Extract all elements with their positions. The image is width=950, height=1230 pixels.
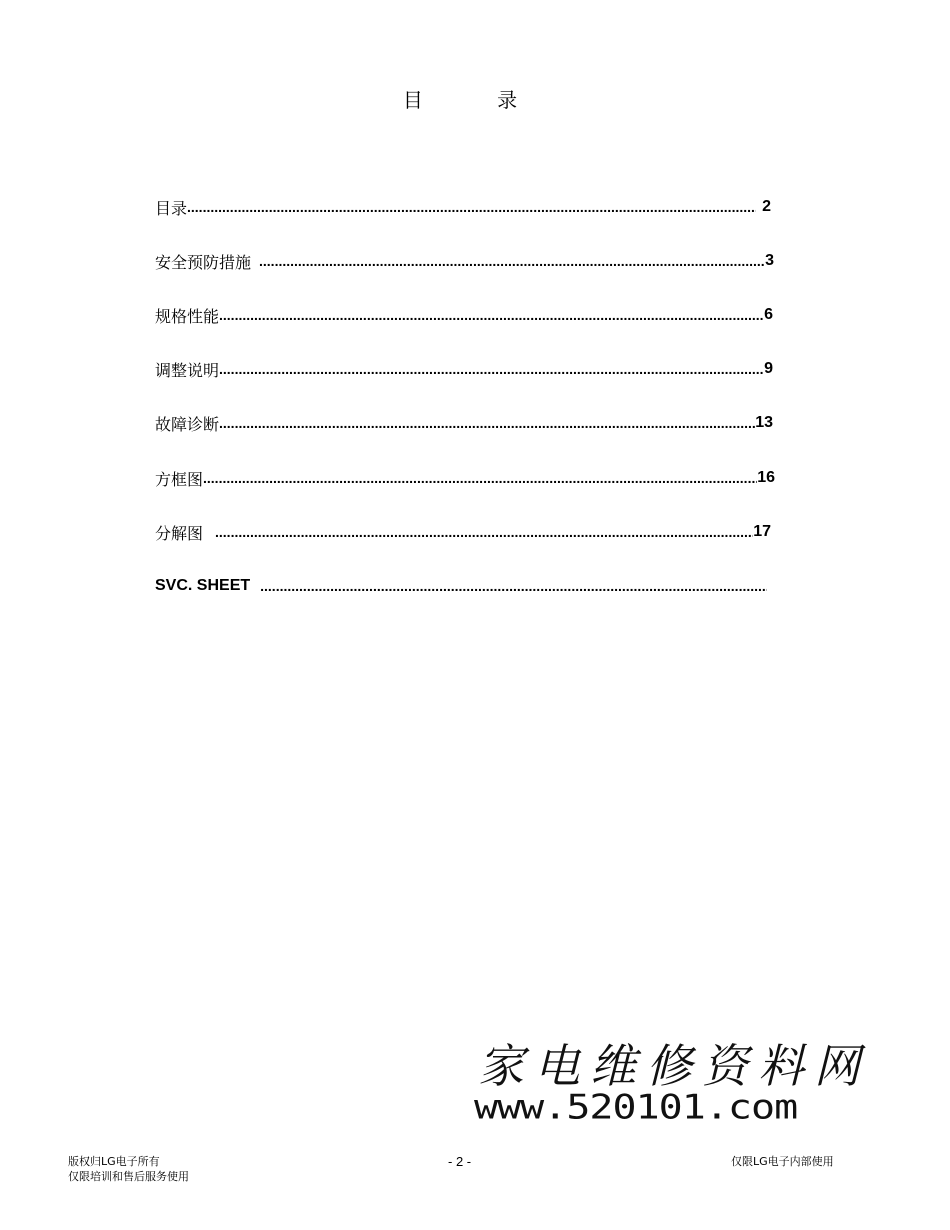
- toc-entry[interactable]: [155, 466, 775, 490]
- footer-copyright-line: 版权归LG电子所有: [68, 1155, 160, 1168]
- toc-entry[interactable]: [155, 357, 773, 381]
- toc-entry-page: 2: [762, 198, 771, 215]
- page-footer: [0, 1154, 950, 1194]
- toc-leader-dots: [219, 414, 755, 432]
- toc-entry[interactable]: [155, 574, 767, 598]
- toc-entry-label: 规格性能: [155, 306, 220, 326]
- toc-entry-label: 方框图: [155, 469, 204, 489]
- toc-entry-page: 13: [755, 414, 773, 431]
- toc-entry-label: 分解图: [155, 523, 204, 543]
- toc-entry[interactable]: [155, 520, 771, 544]
- footer-internal-use: 仅限LG电子内部使用: [731, 1155, 834, 1168]
- toc-leader-dots: [219, 360, 764, 378]
- toc-entry-page: 6: [764, 306, 773, 323]
- toc-entry-label: 目录: [155, 198, 188, 218]
- toc-entry-page: 9: [764, 360, 773, 377]
- footer-copyright: [68, 1154, 189, 1184]
- toc-entry[interactable]: [155, 195, 771, 219]
- toc-leader-dots: [260, 577, 767, 595]
- toc-entry-label: 调整说明: [155, 360, 220, 380]
- toc-entry-page: 17: [753, 523, 771, 540]
- footer-usage-line: 仅限培训和售后服务使用: [68, 1170, 189, 1183]
- toc-entry-page: 16: [757, 469, 775, 486]
- toc-entry[interactable]: [155, 303, 773, 327]
- page-title: 目 录: [402, 88, 552, 112]
- toc-leader-dots: [219, 306, 764, 324]
- toc-leader-dots: [215, 523, 753, 541]
- toc-entry-label: 故障诊断: [155, 414, 220, 434]
- toc-entry[interactable]: [155, 249, 774, 273]
- watermark-chinese-text: 家电维修资料网: [478, 1039, 870, 1093]
- watermark-url: www.520101.com: [474, 1088, 798, 1128]
- toc-leader-dots: [187, 198, 756, 216]
- toc-leader-dots: [203, 469, 757, 487]
- toc-entry-label: SVC. SHEET: [155, 577, 251, 594]
- toc-entry-page: 3: [765, 252, 774, 269]
- page-number: - 2 -: [448, 1154, 472, 1169]
- toc-entry-label: 安全预防措施: [155, 252, 252, 272]
- watermark: [470, 1030, 890, 1140]
- toc-entry[interactable]: [155, 411, 773, 435]
- toc-leader-dots: [259, 252, 765, 270]
